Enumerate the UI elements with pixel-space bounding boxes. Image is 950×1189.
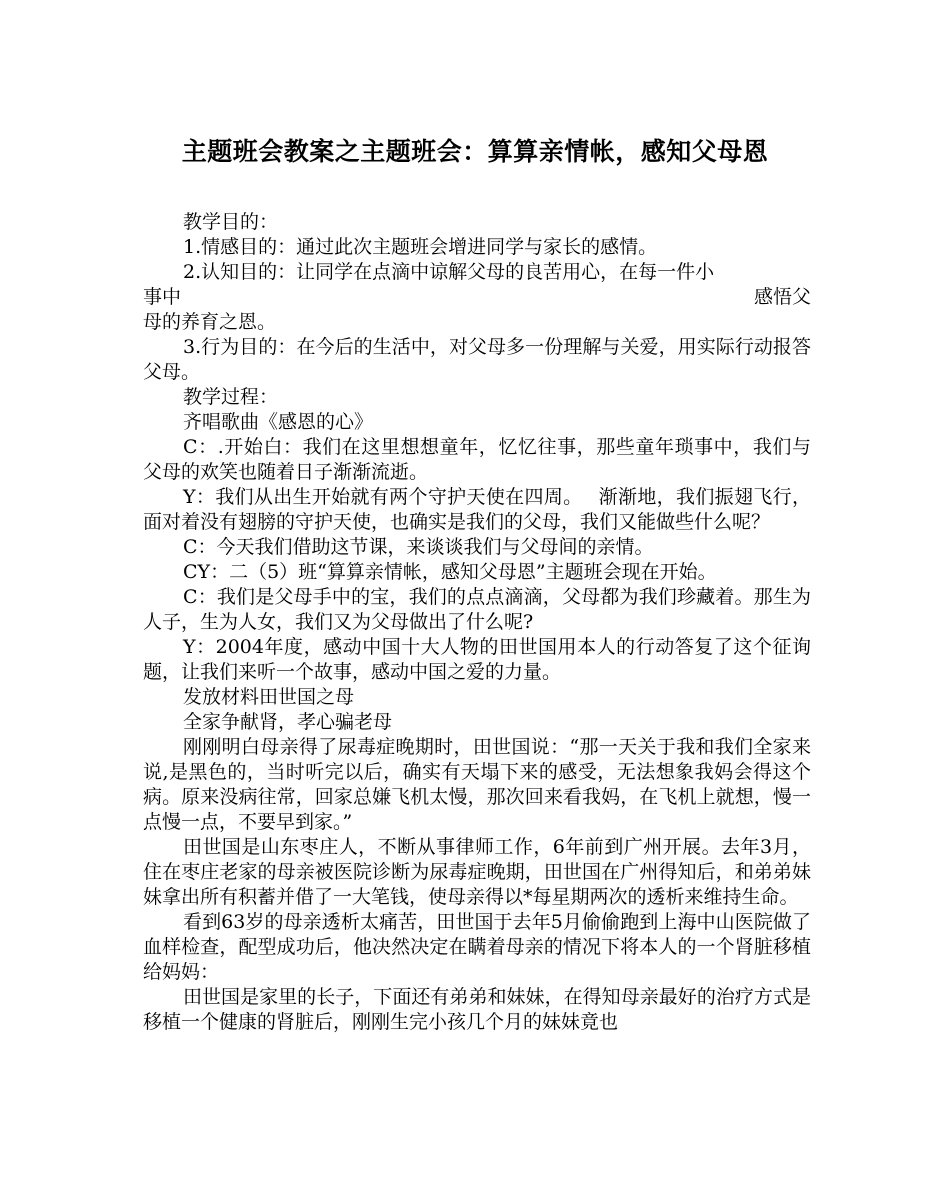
paragraph-goal-cognition: 2.认知目的：让同学在点滴中谅解父母的良苦用心，在每一件小 [183,261,715,283]
paragraph-today: C：今天我们借助这节课，来谈谈我们与父母间的亲情。 [183,536,654,558]
paragraph-goal-emotion: 1.情感目的：通过此次主题班会增进同学与家长的感情。 [183,236,658,258]
paragraph-2004: Y：2004年度，感动中国十大人物的田世国用本人的行动答复了这个征询题，让我们来听一个故事，感动中国之爱的力量。 [143,636,811,683]
paragraph-song: 齐唱歌曲《感恩的心》 [183,411,374,433]
paragraph-story-1: 刚刚明白母亲得了尿毒症晚期时，田世国说：“那一天关于我和我们全家来说,是黑色的，当时听完以后，确实有天塌下来的感受，无法想象我妈会得这个病。原来没病往常，回家总嫌飞机太慢，那次回来看我妈，在飞机上就想，慢一点慢一点，不要早到家。” [143,736,811,833]
paragraph-story-2: 田世国是山东枣庄人，不断从事律师工作，6年前到广州开展。去年3月，住在枣庄老家的母亲被医院诊断为尿毒症晚期，田世国在广州得知后，和弟弟妹妹拿出所有积蓄并借了一大笔钱，使母亲得以*每星期两次的透析来维持生命。 [143,836,811,908]
spread-left-text: 事中 [143,286,182,308]
paragraph-story-title: 全家争献肾，孝心骗老母 [183,711,393,733]
paragraph-material: 发放材料田世国之母 [183,686,355,708]
paragraph-guardian-angels: Y：我们从出生开始就有两个守护天使在四周。 渐渐地，我们振翅飞行，面对着没有翅膀的守护天使，也确实是我们的父母，我们又能做些什么呢？ [143,486,811,533]
paragraph-opening: C：.开始白：我们在这里想想童年，忆忆往事，那些童年琐事中，我们与父母的欢笑也随着日子渐渐流逝。 [143,436,811,483]
paragraph-goal-behavior: 3.行为目的：在今后的生活中，对父母多一份理解与关爱，用实际行动报答父母。 [143,336,811,383]
spread-right-text: 感悟父 [753,286,811,308]
document-title: 主题班会教案之主题班会：算算亲情帐，感知父母恩 [181,137,769,166]
paragraph-teaching-goals-heading: 教学目的： [183,211,279,233]
spread-line [143,285,811,310]
document-body [143,210,811,1035]
paragraph-treasure: C：我们是父母手中的宝，我们的点点滴滴，父母都为我们珍藏着。那生为人子，生为人女，我们又为父母做出了什么呢? [143,586,811,633]
paragraph-story-4: 田世国是家里的长子，下面还有弟弟和妹妹，在得知母亲最好的治疗方式是移植一个健康的肾脏后，刚刚生完小孩几个月的妹妹竟也 [143,986,811,1033]
paragraph-teaching-process-heading: 教学过程： [183,386,279,408]
paragraph-start: CY：二（5）班“算算亲情帐，感知父母恩”主题班会现在开始。 [183,561,717,583]
paragraph-goal-cognition-end: 母的养育之恩。 [143,311,277,333]
paragraph-story-3: 看到63岁的母亲透析太痛苦，田世国于去年5月偷偷跑到上海中山医院做了血样检查，配型成功后，他决然决定在瞒着母亲的情况下将本人的一个肾脏移植给妈妈： [143,911,811,983]
